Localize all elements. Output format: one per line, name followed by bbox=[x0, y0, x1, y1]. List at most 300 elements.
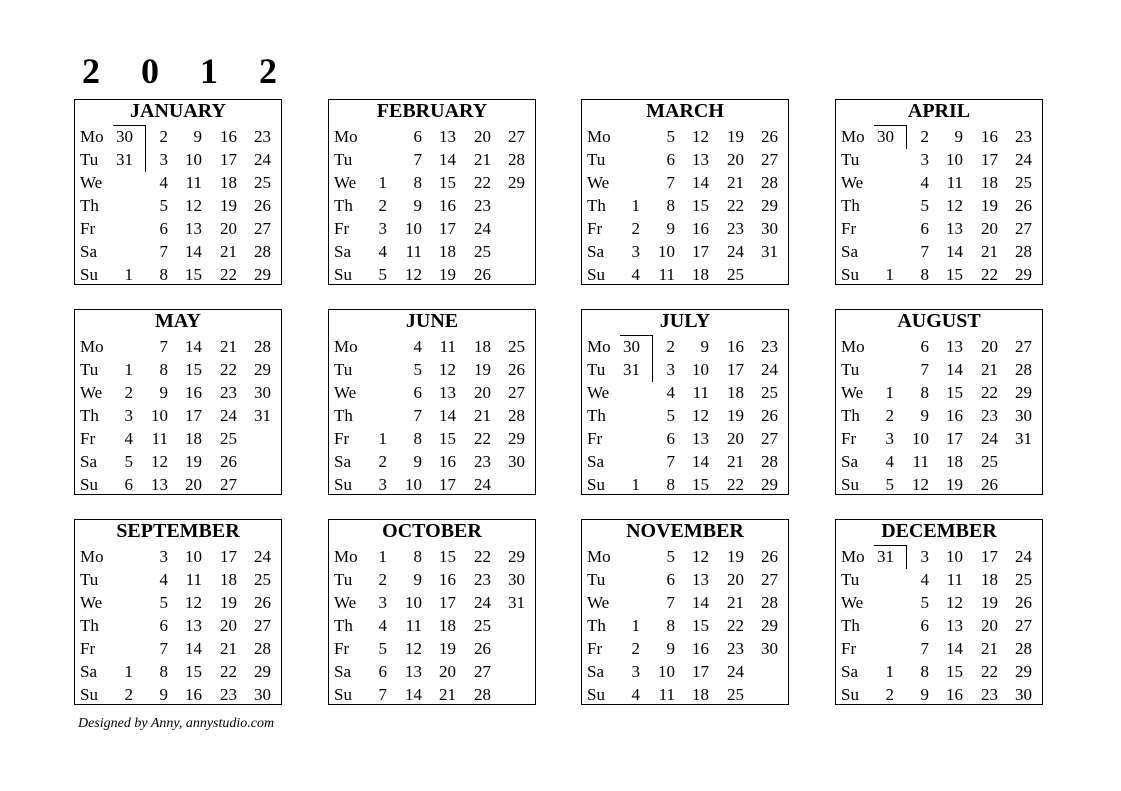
weekday-row bbox=[582, 358, 788, 381]
day-cell: 17 bbox=[439, 475, 456, 494]
weekday-label: Mo bbox=[334, 547, 358, 566]
day-cell: 3 bbox=[631, 662, 640, 681]
day-cell: 17 bbox=[439, 219, 456, 238]
day-cell: 13 bbox=[439, 127, 456, 146]
day-cell: 25 bbox=[220, 429, 237, 448]
weekday-row bbox=[75, 545, 281, 568]
day-cell: 17 bbox=[981, 547, 998, 566]
day-cell: 6 bbox=[920, 337, 929, 356]
month-may bbox=[74, 309, 282, 495]
day-cell: 8 bbox=[159, 265, 168, 284]
weekday-label: Sa bbox=[841, 662, 858, 681]
day-cell: 4 bbox=[666, 383, 675, 402]
day-cell: 26 bbox=[474, 639, 491, 658]
weekday-row bbox=[75, 450, 281, 473]
day-cell: 28 bbox=[1015, 360, 1032, 379]
day-cell: 8 bbox=[920, 662, 929, 681]
weekday-row bbox=[75, 591, 281, 614]
weekday-row bbox=[836, 637, 1042, 660]
day-cell: 19 bbox=[946, 475, 963, 494]
day-cell: 4 bbox=[159, 570, 168, 589]
day-cell: 31 bbox=[877, 547, 894, 566]
day-cell: 13 bbox=[692, 570, 709, 589]
day-cell: 29 bbox=[254, 360, 271, 379]
weekday-label: Sa bbox=[334, 242, 351, 261]
day-cell: 3 bbox=[378, 475, 387, 494]
day-cell: 12 bbox=[692, 547, 709, 566]
day-cell: 15 bbox=[439, 547, 456, 566]
day-cell: 24 bbox=[254, 547, 271, 566]
day-cell: 15 bbox=[692, 196, 709, 215]
day-cell: 20 bbox=[981, 219, 998, 238]
day-cell: 20 bbox=[981, 337, 998, 356]
day-cell: 25 bbox=[727, 265, 744, 284]
month-title: JANUARY bbox=[130, 100, 226, 122]
day-cell: 28 bbox=[761, 593, 778, 612]
day-cell: 9 bbox=[666, 639, 675, 658]
day-cell: 26 bbox=[474, 265, 491, 284]
weekday-label: Su bbox=[587, 475, 605, 494]
month-october bbox=[328, 519, 536, 705]
weekday-row bbox=[329, 637, 535, 660]
weekday-label: Sa bbox=[80, 242, 97, 261]
weekday-row bbox=[329, 591, 535, 614]
day-cell: 26 bbox=[254, 593, 271, 612]
day-cell: 4 bbox=[378, 242, 387, 261]
day-cell: 14 bbox=[185, 639, 202, 658]
day-cell: 15 bbox=[185, 360, 202, 379]
weekday-label: Fr bbox=[587, 219, 603, 238]
day-cell: 30 bbox=[508, 570, 525, 589]
day-cell: 29 bbox=[254, 265, 271, 284]
weekday-row bbox=[75, 125, 281, 148]
day-cell: 19 bbox=[727, 547, 744, 566]
day-cell: 10 bbox=[946, 150, 963, 169]
day-cell: 5 bbox=[413, 360, 422, 379]
day-cell: 4 bbox=[631, 265, 640, 284]
day-cell: 27 bbox=[1015, 219, 1032, 238]
weekday-label: Th bbox=[334, 196, 353, 215]
year-title: 2 0 1 2 bbox=[82, 51, 293, 91]
day-cell: 18 bbox=[220, 173, 237, 192]
day-cell: 17 bbox=[981, 150, 998, 169]
day-cell: 22 bbox=[220, 360, 237, 379]
day-cell: 22 bbox=[220, 265, 237, 284]
weekday-row bbox=[582, 660, 788, 683]
day-cell: 20 bbox=[220, 616, 237, 635]
month-title: SEPTEMBER bbox=[116, 520, 240, 542]
weekday-label: Th bbox=[80, 196, 99, 215]
day-cell: 17 bbox=[692, 242, 709, 261]
day-cell: 18 bbox=[692, 685, 709, 704]
day-cell: 11 bbox=[946, 570, 963, 589]
day-cell: 23 bbox=[474, 452, 491, 471]
day-cell: 9 bbox=[666, 219, 675, 238]
weekday-label: Mo bbox=[80, 127, 104, 146]
day-cell: 8 bbox=[920, 383, 929, 402]
day-cell: 23 bbox=[761, 337, 778, 356]
weekday-label: Th bbox=[841, 196, 860, 215]
day-cell: 9 bbox=[700, 337, 709, 356]
day-cell: 3 bbox=[666, 360, 675, 379]
day-cell: 20 bbox=[474, 383, 491, 402]
weekday-row bbox=[582, 194, 788, 217]
weekday-row bbox=[836, 358, 1042, 381]
day-cell: 17 bbox=[439, 593, 456, 612]
day-cell: 20 bbox=[981, 616, 998, 635]
day-cell: 16 bbox=[692, 639, 709, 658]
day-cell: 2 bbox=[885, 406, 894, 425]
day-cell: 5 bbox=[124, 452, 133, 471]
day-cell: 11 bbox=[151, 429, 168, 448]
day-cell: 20 bbox=[727, 429, 744, 448]
day-cell: 21 bbox=[439, 685, 456, 704]
day-cell: 23 bbox=[474, 196, 491, 215]
day-cell: 24 bbox=[254, 150, 271, 169]
day-cell: 7 bbox=[413, 150, 422, 169]
weekday-row bbox=[836, 263, 1042, 286]
weekday-label: We bbox=[80, 173, 103, 192]
day-cell: 6 bbox=[666, 570, 675, 589]
day-cell: 10 bbox=[946, 547, 963, 566]
weekday-row bbox=[836, 427, 1042, 450]
day-cell: 25 bbox=[508, 337, 525, 356]
day-cell: 18 bbox=[185, 429, 202, 448]
day-cell: 17 bbox=[692, 662, 709, 681]
weekday-label: Fr bbox=[80, 639, 96, 658]
day-cell: 13 bbox=[692, 150, 709, 169]
day-cell: 23 bbox=[474, 570, 491, 589]
day-cell: 24 bbox=[1015, 547, 1032, 566]
day-cell: 11 bbox=[405, 616, 422, 635]
day-cell: 25 bbox=[254, 570, 271, 589]
day-cell: 7 bbox=[666, 593, 675, 612]
day-cell: 30 bbox=[254, 383, 271, 402]
day-cell: 20 bbox=[727, 570, 744, 589]
day-cell: 1 bbox=[885, 383, 894, 402]
weekday-label: We bbox=[841, 593, 864, 612]
weekday-label: Su bbox=[80, 475, 98, 494]
day-cell: 31 bbox=[1015, 429, 1032, 448]
weekday-label: We bbox=[80, 383, 103, 402]
day-cell: 20 bbox=[474, 127, 491, 146]
day-cell: 23 bbox=[981, 406, 998, 425]
day-cell: 8 bbox=[413, 173, 422, 192]
day-cell: 8 bbox=[159, 360, 168, 379]
month-april bbox=[835, 99, 1043, 285]
day-cell: 28 bbox=[474, 685, 491, 704]
day-cell: 14 bbox=[946, 242, 963, 261]
day-cell: 16 bbox=[220, 127, 237, 146]
weekday-label: Su bbox=[587, 685, 605, 704]
weekday-label: Tu bbox=[841, 360, 860, 379]
day-cell: 20 bbox=[185, 475, 202, 494]
day-cell: 15 bbox=[946, 265, 963, 284]
day-cell: 5 bbox=[920, 593, 929, 612]
day-cell: 2 bbox=[885, 685, 894, 704]
day-cell: 10 bbox=[151, 406, 168, 425]
weekday-label: Mo bbox=[334, 337, 358, 356]
weekday-label: Th bbox=[80, 616, 99, 635]
day-cell: 10 bbox=[405, 219, 422, 238]
weekday-label: Fr bbox=[587, 429, 603, 448]
day-cell: 7 bbox=[159, 242, 168, 261]
day-cell: 11 bbox=[912, 452, 929, 471]
day-cell: 10 bbox=[692, 360, 709, 379]
weekday-label: We bbox=[334, 173, 357, 192]
day-cell: 16 bbox=[727, 337, 744, 356]
weekday-row bbox=[836, 568, 1042, 591]
weekday-label: Mo bbox=[841, 337, 865, 356]
day-cell: 22 bbox=[727, 475, 744, 494]
day-cell: 19 bbox=[727, 406, 744, 425]
day-cell: 30 bbox=[761, 219, 778, 238]
day-cell: 19 bbox=[185, 452, 202, 471]
day-cell: 27 bbox=[761, 570, 778, 589]
weekday-label: Th bbox=[334, 616, 353, 635]
day-cell: 16 bbox=[185, 383, 202, 402]
day-cell: 22 bbox=[727, 196, 744, 215]
day-cell: 15 bbox=[439, 429, 456, 448]
weekday-row bbox=[75, 683, 281, 706]
weekday-row bbox=[582, 171, 788, 194]
day-cell: 9 bbox=[413, 570, 422, 589]
day-cell: 27 bbox=[220, 475, 237, 494]
day-cell: 2 bbox=[124, 685, 133, 704]
day-cell: 10 bbox=[658, 242, 675, 261]
weekday-label: Su bbox=[334, 475, 352, 494]
day-cell: 9 bbox=[920, 406, 929, 425]
day-cell: 6 bbox=[413, 127, 422, 146]
day-cell: 24 bbox=[474, 593, 491, 612]
day-cell: 18 bbox=[220, 570, 237, 589]
day-cell: 15 bbox=[692, 475, 709, 494]
day-cell: 31 bbox=[508, 593, 525, 612]
day-cell: 6 bbox=[920, 219, 929, 238]
weekday-label: Tu bbox=[841, 570, 860, 589]
weekday-label: We bbox=[841, 383, 864, 402]
day-cell: 11 bbox=[946, 173, 963, 192]
weekday-row bbox=[836, 240, 1042, 263]
weekday-label: Mo bbox=[587, 337, 611, 356]
weekday-row bbox=[582, 335, 788, 358]
day-cell: 23 bbox=[727, 639, 744, 658]
month-january bbox=[74, 99, 282, 285]
weekday-label: Fr bbox=[841, 639, 857, 658]
weekday-label: We bbox=[841, 173, 864, 192]
weekday-label: Mo bbox=[80, 337, 104, 356]
day-cell: 25 bbox=[727, 685, 744, 704]
month-june bbox=[328, 309, 536, 495]
weekday-label: Th bbox=[587, 406, 606, 425]
day-cell: 11 bbox=[439, 337, 456, 356]
day-cell: 7 bbox=[159, 639, 168, 658]
weekday-label: Fr bbox=[334, 639, 350, 658]
day-cell: 14 bbox=[946, 360, 963, 379]
day-cell: 22 bbox=[981, 265, 998, 284]
day-cell: 14 bbox=[692, 452, 709, 471]
day-cell: 28 bbox=[761, 452, 778, 471]
day-cell: 29 bbox=[1015, 265, 1032, 284]
weekday-label: Tu bbox=[80, 150, 99, 169]
day-cell: 29 bbox=[508, 429, 525, 448]
day-cell: 21 bbox=[981, 360, 998, 379]
weekday-label: We bbox=[587, 173, 610, 192]
day-cell: 21 bbox=[474, 406, 491, 425]
weekday-row bbox=[836, 683, 1042, 706]
day-cell: 4 bbox=[378, 616, 387, 635]
weekday-label: Sa bbox=[587, 452, 604, 471]
day-cell: 27 bbox=[474, 662, 491, 681]
day-cell: 14 bbox=[439, 150, 456, 169]
day-cell: 1 bbox=[885, 662, 894, 681]
weekday-row bbox=[75, 637, 281, 660]
day-cell: 15 bbox=[692, 616, 709, 635]
day-cell: 18 bbox=[439, 616, 456, 635]
weekday-label: Sa bbox=[587, 662, 604, 681]
weekday-label: Sa bbox=[841, 452, 858, 471]
weekday-label: Sa bbox=[334, 452, 351, 471]
day-cell: 4 bbox=[159, 173, 168, 192]
weekday-label: We bbox=[334, 593, 357, 612]
day-cell: 20 bbox=[727, 150, 744, 169]
day-cell: 15 bbox=[946, 383, 963, 402]
day-cell: 10 bbox=[185, 150, 202, 169]
weekday-row bbox=[836, 217, 1042, 240]
day-cell: 11 bbox=[658, 265, 675, 284]
weekday-row bbox=[75, 217, 281, 240]
day-cell: 5 bbox=[666, 406, 675, 425]
day-cell: 12 bbox=[185, 196, 202, 215]
weekday-row bbox=[75, 568, 281, 591]
designer-credit: Designed by Anny, annystudio.com bbox=[78, 716, 275, 731]
day-cell: 8 bbox=[159, 662, 168, 681]
day-cell: 12 bbox=[946, 593, 963, 612]
day-cell: 24 bbox=[727, 242, 744, 261]
day-cell: 27 bbox=[761, 150, 778, 169]
day-cell: 27 bbox=[508, 383, 525, 402]
day-cell: 2 bbox=[124, 383, 133, 402]
day-cell: 29 bbox=[508, 547, 525, 566]
day-cell: 1 bbox=[631, 196, 640, 215]
day-cell: 26 bbox=[761, 127, 778, 146]
month-title: NOVEMBER bbox=[626, 520, 744, 542]
day-cell: 4 bbox=[413, 337, 422, 356]
day-cell: 22 bbox=[474, 429, 491, 448]
weekday-label: Mo bbox=[587, 547, 611, 566]
day-cell: 24 bbox=[220, 406, 237, 425]
day-cell: 1 bbox=[124, 360, 133, 379]
day-cell: 30 bbox=[1015, 406, 1032, 425]
day-cell: 23 bbox=[220, 685, 237, 704]
day-cell: 14 bbox=[185, 242, 202, 261]
day-cell: 22 bbox=[981, 383, 998, 402]
day-cell: 7 bbox=[666, 452, 675, 471]
month-title: JULY bbox=[659, 310, 711, 332]
day-cell: 3 bbox=[920, 150, 929, 169]
day-cell: 28 bbox=[761, 173, 778, 192]
day-cell: 3 bbox=[159, 150, 168, 169]
day-cell: 21 bbox=[981, 639, 998, 658]
day-cell: 27 bbox=[254, 616, 271, 635]
day-cell: 23 bbox=[254, 127, 271, 146]
weekday-label: Tu bbox=[587, 360, 606, 379]
day-cell: 24 bbox=[1015, 150, 1032, 169]
day-cell: 17 bbox=[185, 406, 202, 425]
day-cell: 12 bbox=[439, 360, 456, 379]
weekday-label: Sa bbox=[841, 242, 858, 261]
weekday-row bbox=[836, 335, 1042, 358]
day-cell: 29 bbox=[508, 173, 525, 192]
weekday-row bbox=[75, 240, 281, 263]
day-cell: 5 bbox=[920, 196, 929, 215]
weekday-label: Su bbox=[841, 475, 859, 494]
day-cell: 4 bbox=[885, 452, 894, 471]
day-cell: 25 bbox=[1015, 173, 1032, 192]
day-cell: 2 bbox=[920, 127, 929, 146]
day-cell: 30 bbox=[116, 127, 133, 146]
day-cell: 19 bbox=[220, 593, 237, 612]
day-cell: 18 bbox=[439, 242, 456, 261]
day-cell: 31 bbox=[761, 242, 778, 261]
weekday-row bbox=[582, 148, 788, 171]
day-cell: 16 bbox=[981, 127, 998, 146]
day-cell: 10 bbox=[658, 662, 675, 681]
day-cell: 2 bbox=[159, 127, 168, 146]
day-cell: 17 bbox=[220, 547, 237, 566]
weekday-label: Tu bbox=[841, 150, 860, 169]
weekday-label: Tu bbox=[334, 360, 353, 379]
weekday-row bbox=[329, 568, 535, 591]
day-cell: 6 bbox=[666, 429, 675, 448]
day-cell: 24 bbox=[474, 475, 491, 494]
weekday-row bbox=[836, 148, 1042, 171]
day-cell: 14 bbox=[692, 173, 709, 192]
weekday-row bbox=[582, 591, 788, 614]
weekday-label: Th bbox=[841, 406, 860, 425]
day-cell: 13 bbox=[946, 337, 963, 356]
day-cell: 22 bbox=[981, 662, 998, 681]
day-cell: 13 bbox=[405, 662, 422, 681]
weekday-row bbox=[582, 614, 788, 637]
weekday-row bbox=[836, 473, 1042, 496]
weekday-row bbox=[329, 217, 535, 240]
day-cell: 15 bbox=[185, 265, 202, 284]
day-cell: 10 bbox=[912, 429, 929, 448]
day-cell: 12 bbox=[692, 406, 709, 425]
month-august bbox=[835, 309, 1043, 495]
day-cell: 4 bbox=[631, 685, 640, 704]
weekday-row bbox=[582, 683, 788, 706]
weekday-row bbox=[329, 148, 535, 171]
day-cell: 30 bbox=[508, 452, 525, 471]
day-cell: 25 bbox=[474, 242, 491, 261]
day-cell: 5 bbox=[666, 547, 675, 566]
weekday-label: Tu bbox=[334, 150, 353, 169]
day-cell: 18 bbox=[981, 173, 998, 192]
weekday-row bbox=[582, 568, 788, 591]
day-cell: 3 bbox=[124, 406, 133, 425]
day-cell: 13 bbox=[185, 616, 202, 635]
day-cell: 9 bbox=[954, 127, 963, 146]
weekday-row bbox=[582, 240, 788, 263]
day-cell: 19 bbox=[439, 265, 456, 284]
day-cell: 13 bbox=[185, 219, 202, 238]
weekday-label: Sa bbox=[80, 662, 97, 681]
day-cell: 12 bbox=[912, 475, 929, 494]
day-cell: 12 bbox=[151, 452, 168, 471]
day-cell: 14 bbox=[692, 593, 709, 612]
